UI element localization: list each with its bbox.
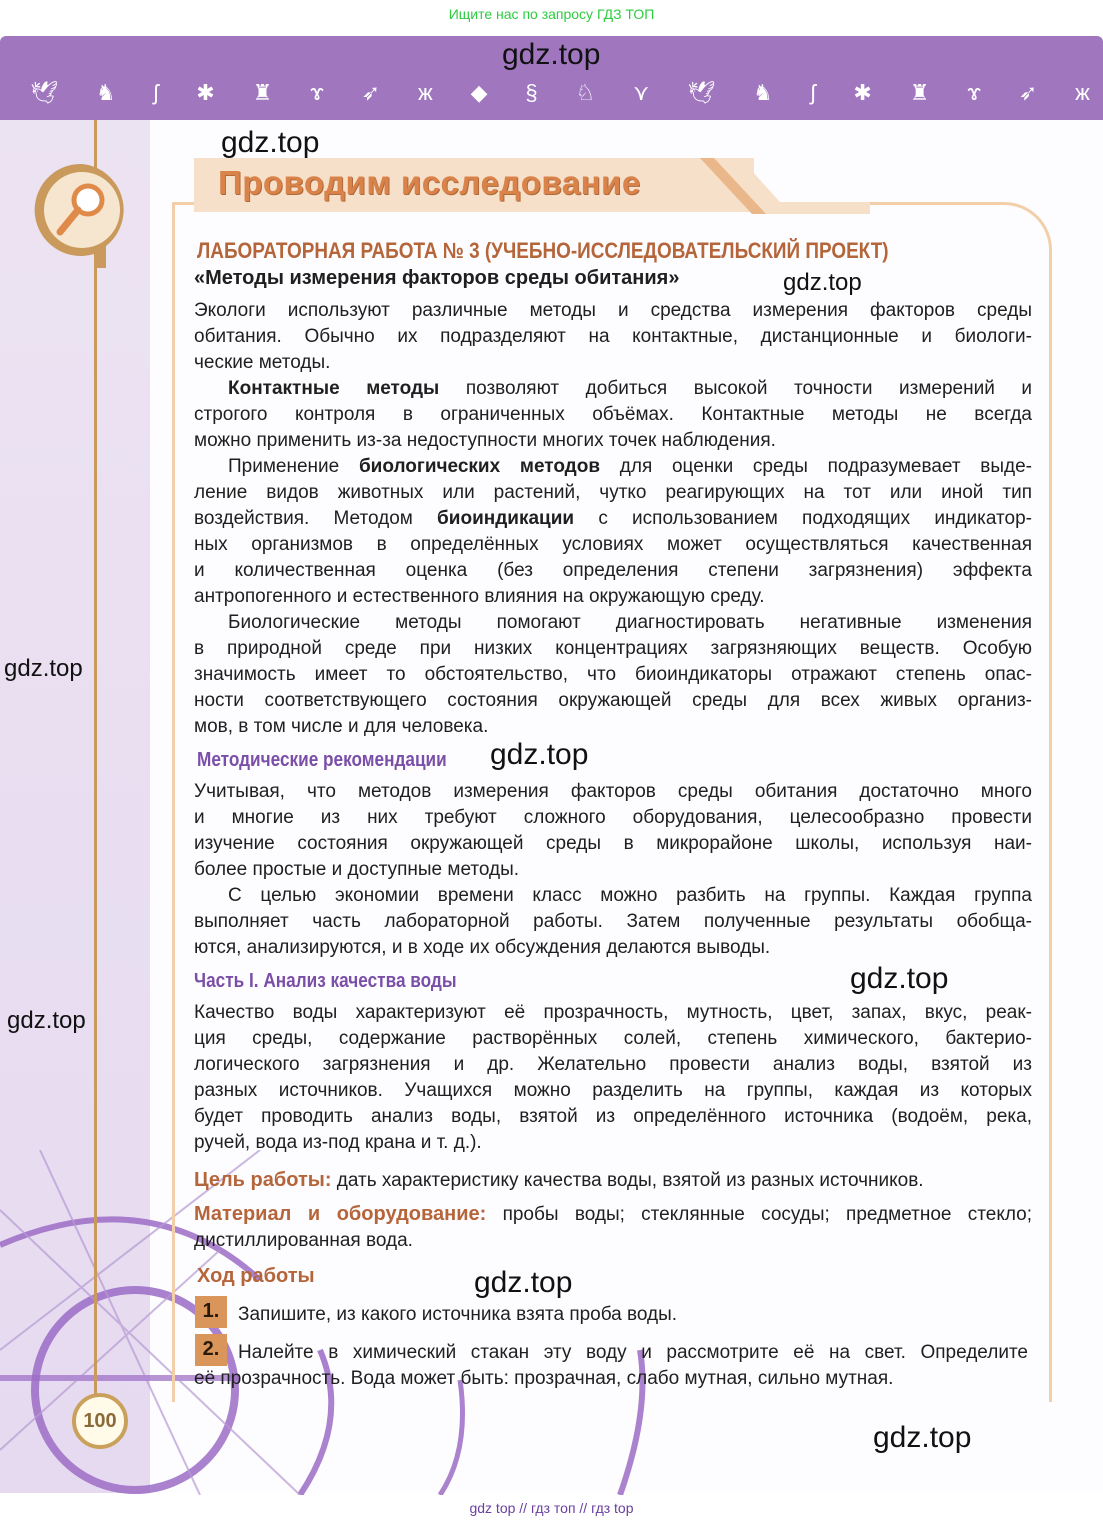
butterfly-icon: ж: [417, 80, 433, 105]
boar-icon: ♜: [252, 80, 273, 105]
text-line: [194, 1078, 1032, 1104]
watermark: gdz.top: [474, 1266, 573, 1299]
bird-icon: 🕊: [687, 80, 716, 105]
text-run: ных организмов в определённых условиях может осуществляться качественная: [194, 534, 1032, 555]
text-line: [194, 662, 1032, 688]
kangaroo-icon: ɤ: [967, 80, 981, 105]
materials-label: Материал и оборудование:: [194, 1203, 487, 1225]
text-run: обитания. Обычно их подразделяют на контактные, дистанционные и биологи-: [194, 326, 1032, 347]
watermark: gdz.top: [502, 38, 601, 71]
step-text-continued: её прозрачность. Вода может быть: прозрачная, слабо мутная, сильно мутная.: [194, 1368, 894, 1389]
lab-subtitle: «Методы измерения факторов среды обитания»: [194, 267, 680, 289]
text-line: [194, 1130, 1032, 1156]
kangaroo-icon: ɤ: [310, 80, 324, 105]
paragraph: [194, 298, 1032, 376]
text-line: [194, 428, 1032, 454]
text-run: воздействия. Методом: [194, 508, 438, 529]
text-run: в природной среде при низких концентрациях загрязняющих веществ. Особую: [194, 638, 1032, 659]
text-run: строгого контроля в ограниченных объёмах. Контактные методы не всегда: [194, 404, 1032, 425]
text-run: и многие из них требуют сложного оборудования, целесообразно провести: [194, 807, 1032, 828]
text-line: [194, 506, 1032, 532]
section-heading-methodical: Методические рекомендации: [197, 749, 447, 771]
text-line: [194, 1052, 1032, 1078]
watermark: gdz.top: [850, 962, 949, 995]
text-run: ручей, вода из-под крана и т. д.).: [194, 1132, 482, 1153]
procedure-heading: Ход работы: [197, 1265, 315, 1287]
paragraph: [194, 376, 1032, 454]
text-run: Качество воды характеризуют её прозрачность, мутность, цвет, запах, вкус, реак-: [194, 1002, 1032, 1023]
text-run: значимость имеет то обстоятельство, что биоиндикаторы отражают степень опас-: [194, 664, 1032, 685]
text-line: [194, 376, 1032, 402]
text-run: Биологические методы помогают диагностировать негативные изменения: [228, 612, 1032, 633]
text-run: ности соответствующего состояния окружающей среды для всех живых организ-: [194, 690, 1032, 711]
text-run: более простые и доступные методы.: [194, 859, 520, 880]
text-run: логического загрязнения и др. Желательно провести анализ воды, взятой из: [194, 1054, 1032, 1075]
goat-icon: ♞: [753, 80, 773, 105]
goat-icon: ♞: [95, 80, 116, 105]
goal-text: дать характеристику качества воды, взятой из разных источников.: [331, 1170, 924, 1191]
text-line: [194, 1000, 1032, 1026]
text-line: [194, 584, 1032, 610]
goal-label: Цель работы:: [194, 1169, 332, 1191]
watermark: gdz.top: [873, 1421, 972, 1454]
lab-headline: ЛАБОРАТОРНАЯ РАБОТА № 3 (УЧЕБНО-ИССЛЕДОВАТЕЛЬСКИЙ ПРОЕКТ): [197, 238, 889, 263]
text-line: [194, 480, 1032, 506]
text-run: разных источников. Учащихся можно разделить на группы, каждая из которых: [194, 1080, 1032, 1101]
text-run: Экологи используют различные методы и средства измерения факторов среды: [194, 300, 1032, 321]
paragraph: [194, 1000, 1032, 1156]
text-line: [194, 610, 1032, 636]
text-line: [194, 935, 1032, 961]
footer-links: gdz top // гдз топ // гдз top: [469, 1500, 634, 1516]
gazelle-icon: ➶: [361, 80, 381, 105]
section-heading-part1: Часть I. Анализ качества воды: [194, 970, 457, 992]
page-number: 100: [72, 1393, 128, 1449]
text-run: и количественная оценка (без определения степени загрязнения) эффекта: [194, 560, 1032, 581]
materials-line: [194, 1201, 1032, 1227]
text-line: [194, 805, 1032, 831]
bird-icon: 🕊: [30, 80, 58, 105]
step-number: 2.: [195, 1334, 227, 1366]
text-line: [194, 1104, 1032, 1130]
text-run: ются, анализируются, и в ходе их обсуждения делаются выводы.: [194, 937, 771, 958]
text-run: позволяют добиться высокой точности измерений и: [439, 378, 1032, 399]
bold-term: биоиндикации: [437, 508, 575, 529]
text-line: [194, 350, 1032, 376]
text-run: С целью экономии времени класс можно разбить на группы. Каждая группа: [228, 885, 1032, 906]
boar-icon: ♜: [909, 80, 930, 105]
margin-rule: [94, 120, 97, 1420]
text-line: [194, 454, 1032, 480]
step-text: Налейте в химический стакан эту воду и рассмотрите её на свет. Определите: [238, 1342, 1028, 1363]
text-run: выполняет часть лабораторной работы. Затем полученные результаты обобща-: [194, 911, 1032, 932]
text-run: мов, в том числе и для человека.: [194, 716, 489, 737]
paragraph: [194, 454, 1032, 610]
goal-line: [194, 1167, 1032, 1193]
text-line: [194, 1026, 1032, 1052]
bold-term: биологических методов: [358, 456, 601, 477]
text-line: [194, 909, 1032, 935]
text-run: с использованием подходящих индикатор-: [574, 508, 1032, 529]
giraffe-icon: ʃ: [153, 80, 159, 105]
text-run: изучение состояния окружающей среды в микрорайоне школы, используя наи-: [194, 833, 1032, 854]
materials-line-2: дистиллированная вода.: [194, 1230, 413, 1251]
text-line: [194, 714, 1032, 740]
watermark: gdz.top: [7, 1007, 86, 1034]
text-line: [194, 883, 1032, 909]
paragraph: [194, 779, 1032, 883]
text-run: ция среды, содержание растворённых солей, степень химического, бактерио-: [194, 1028, 1032, 1049]
magnifier-icon: [34, 160, 130, 268]
watermark: gdz.top: [4, 655, 83, 682]
scorpion-icon: §: [525, 80, 538, 105]
butterfly-icon: ж: [1075, 80, 1090, 105]
text-run: ческие методы.: [194, 352, 331, 373]
text-line: [194, 298, 1032, 324]
paragraph: [194, 883, 1032, 961]
text-run: для оценки среды подразумевает выде-: [600, 456, 1033, 477]
text-line: [194, 688, 1032, 714]
step-text: Запишите, из какого источника взята проба воды.: [238, 1304, 678, 1325]
insect-icon: ✱: [196, 80, 215, 105]
text-line: [194, 532, 1032, 558]
text-run: Применение: [228, 456, 359, 477]
text-line: [194, 558, 1032, 584]
watermark: gdz.top: [490, 738, 589, 771]
text-line: [194, 324, 1032, 350]
text-run: антропогенного и естественного влияния на окружающую среду.: [194, 586, 765, 607]
section-title: Проводим исследование: [218, 164, 641, 201]
text-run: ление видов животных или растений, чутко реагирующих на тот или иной тип: [194, 482, 1032, 503]
gazelle-icon: ➶: [1018, 80, 1038, 105]
text-line: [194, 779, 1032, 805]
step-number: 1.: [195, 1296, 227, 1328]
text-line: [194, 402, 1032, 428]
text-run: можно применить из-за недоступности многих точек наблюдения.: [194, 430, 776, 451]
text-run: будет проводить анализ воды, взятой из определённого источника (водоём, река,: [194, 1106, 1032, 1127]
swallow-icon: ⋎: [633, 80, 650, 105]
watermark: gdz.top: [783, 269, 862, 296]
banner-tail: [700, 158, 870, 214]
horse-icon: ♘: [575, 80, 596, 105]
materials-text: пробы воды; стеклянные сосуды; предметное стекло;: [486, 1204, 1032, 1225]
watermark: gdz.top: [221, 126, 320, 159]
text-line: [194, 857, 1032, 883]
paragraph: [194, 610, 1032, 740]
text-line: [194, 636, 1032, 662]
search-hint: Ищите нас по запросу ГДЗ ТОП: [448, 6, 655, 22]
elephant-icon: ◆: [470, 80, 488, 105]
giraffe-icon: ʃ: [810, 80, 816, 105]
animal-strip: [30, 80, 1090, 106]
insect-icon: ✱: [853, 80, 872, 105]
bold-term: Контактные методы: [228, 378, 440, 399]
text-line: [194, 831, 1032, 857]
text-run: Учитывая, что методов измерения факторов среды обитания достаточно много: [194, 781, 1032, 802]
